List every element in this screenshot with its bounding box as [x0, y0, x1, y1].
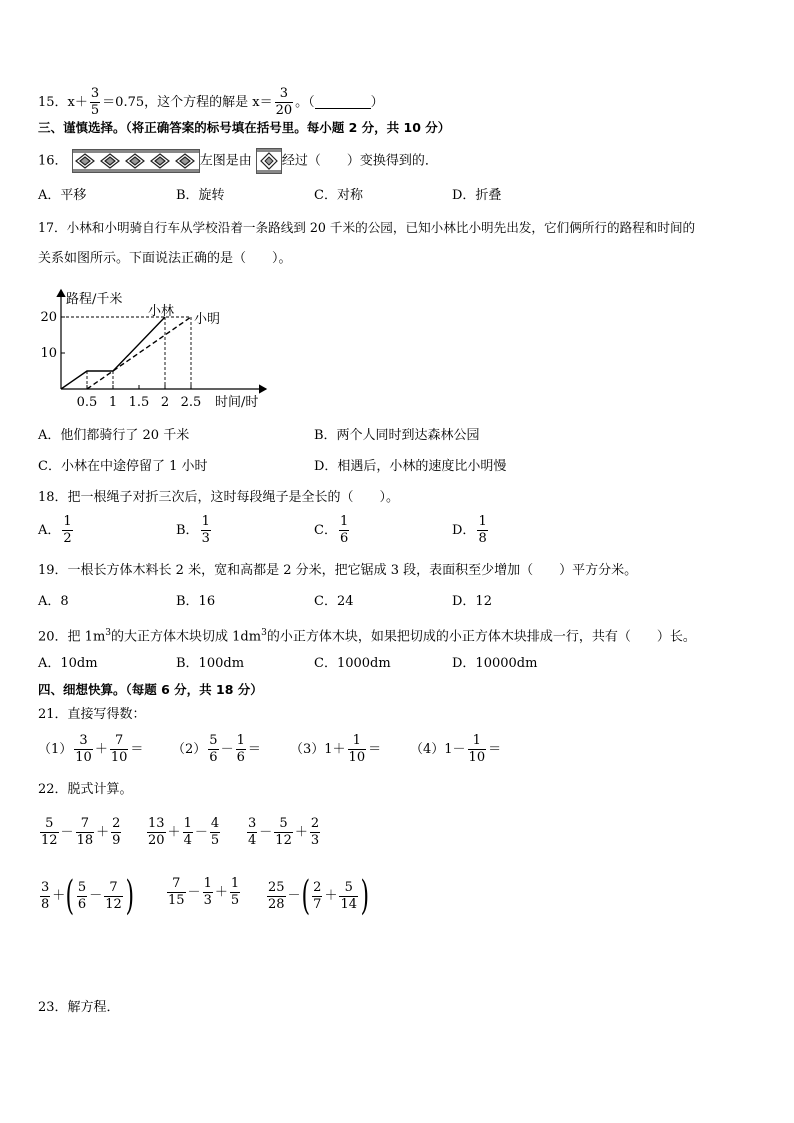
distance-time-chart: [36, 282, 276, 412]
q22-expression: [38, 873, 134, 919]
fraction: $\frac{1}{6}$: [236, 733, 245, 765]
q21-item[interactable]: （1） $\frac{3}{10}$ ＋ $\frac{7}{10}$ ＝: [38, 733, 144, 765]
operator: ＋: [324, 888, 338, 904]
q22-expression: [165, 876, 242, 909]
fraction: $\frac{5}{12}$: [41, 816, 58, 848]
option-16-b[interactable]: B．旋转: [176, 188, 225, 203]
fraction: $\frac{2}{3}$: [310, 816, 320, 848]
operator: ＝: [130, 742, 144, 757]
y-tick-label: 10: [40, 346, 57, 361]
x-tick-label: 2: [160, 395, 170, 410]
question-17-line2: 关系如图所示。下面说法正确的是（ ）。: [38, 251, 292, 266]
option-18-b[interactable]: B． $\frac{1}{3}$: [176, 514, 210, 546]
series-line-xiaoming: [87, 317, 191, 389]
question-19: 19．一根长方体木料长 2 米，宽和高都是 2 分米，把它锯成 3 段，表面积至少增加（ ）平方分米。: [38, 563, 638, 578]
option-19-a[interactable]: A．8: [38, 594, 69, 609]
operator: ＋: [94, 742, 108, 757]
fraction: $\frac{1}{4}$: [183, 816, 192, 848]
option-17-b[interactable]: B．两个人同时到达森林公园: [314, 428, 480, 443]
fraction: $\frac{5}{12}$: [275, 816, 292, 848]
section-3-title: 三、谨慎选择。（将正确答案的标号填在括号里。每小题 2 分，共 10 分）: [38, 120, 451, 135]
right-paren: ): [360, 873, 370, 919]
fraction: $\frac{13}{20}$: [148, 816, 165, 848]
x-tick-label: 1: [108, 395, 118, 410]
operator: －: [259, 825, 273, 840]
fraction: $\frac{5}{14}$: [340, 879, 358, 912]
fraction: $\frac{7}{10}$: [110, 733, 128, 765]
fraction: $\frac{5}{6}$: [77, 879, 87, 912]
left-paren: (: [301, 873, 310, 919]
fraction: $\frac{7}{18}$: [76, 816, 94, 848]
operator: ＋: [96, 825, 110, 840]
fraction: $\frac{1}{10}$: [468, 733, 486, 765]
question-15: 15．x＋ $\frac{3}{5}$ ＝0.75，这个方程的解是 x＝ $\frac{3}{20}$ 。（ ）: [38, 86, 384, 118]
q21-item[interactable]: （4）1－ $\frac{1}{10}$ ＝: [410, 733, 502, 765]
option-18-a[interactable]: A． $\frac{1}{2}$: [38, 514, 72, 546]
operator: －: [287, 888, 301, 904]
y-axis-label: 路程/千米: [66, 292, 123, 307]
question-20: 20．把 $1m^3$的大正方体木块切成 $1dm^3$的小正方体木块，如果把切成的小正方体木块排成一行，共有（ ）长。: [38, 628, 696, 645]
fraction: $\frac{1}{3}$: [203, 876, 212, 908]
x-tick-label: 0.5: [76, 395, 98, 410]
fraction: $\frac{3}{10}$: [75, 733, 92, 765]
option-16-c[interactable]: C．对称: [314, 188, 363, 203]
question-17-line1: 17．小林和小明骑自行车从学校沿着一条路线到 20 千米的公园，已知小林比小明先出发，它们俩所行的路程和时间的: [38, 220, 696, 235]
option-19-c[interactable]: C．24: [314, 594, 354, 609]
option-17-c[interactable]: C．小林在中途停留了 1 小时: [38, 459, 208, 474]
fraction: $\frac{25}{28}$: [268, 879, 285, 912]
option-19-b[interactable]: B．16: [176, 594, 216, 609]
option-20-c[interactable]: C．1000dm: [314, 656, 391, 671]
q22-expression: [145, 816, 222, 849]
option-20-b[interactable]: B．100dm: [176, 656, 245, 671]
fraction: $\frac{2}{9}$: [112, 816, 121, 848]
operator: ＝: [247, 742, 261, 757]
fraction: $\frac{2}{7}$: [313, 879, 322, 912]
fraction: $\frac{5}{6}$: [209, 733, 218, 765]
option-20-d[interactable]: D．10000dm: [452, 656, 538, 671]
option-20-a[interactable]: A．10dm: [38, 656, 98, 671]
left-paren: (: [65, 873, 75, 919]
question-23-title: 23．解方程．: [38, 1000, 120, 1015]
fraction: $\frac{7}{15}$: [168, 876, 185, 908]
operator: －: [89, 888, 103, 904]
q21-item[interactable]: （3）1＋ $\frac{1}{10}$ ＝: [290, 733, 382, 765]
pattern-strip-image: [72, 149, 200, 173]
option-16-d[interactable]: D．折叠: [452, 188, 502, 203]
series-label-xiaolin: 小林: [148, 304, 175, 319]
q22-expression: [265, 873, 370, 919]
option-18-c[interactable]: C． $\frac{1}{6}$: [314, 514, 349, 546]
operator: ＋: [167, 825, 181, 840]
question-18: 18．把一根绳子对折三次后，这时每段绳子是全长的（ ）。: [38, 490, 400, 505]
fraction: $\frac{1}{5}$: [230, 876, 240, 908]
single-diamond-image: [256, 148, 282, 174]
operator: －: [187, 885, 201, 900]
operator: －: [60, 825, 74, 840]
right-paren: ): [125, 873, 134, 919]
fraction: $\frac{3}{8}$: [41, 879, 50, 912]
operator: ＋: [294, 825, 308, 840]
question-22-title: 22．脱式计算。: [38, 782, 133, 797]
operator: ＝: [368, 742, 382, 757]
fraction: $\frac{3}{20}$: [275, 86, 293, 118]
q22-expression: [38, 816, 123, 849]
fraction: $\frac{4}{5}$: [210, 816, 220, 848]
q22-expression: [245, 816, 322, 849]
series-label-xiaoming: 小明: [194, 312, 221, 327]
fraction: $\frac{7}{12}$: [105, 879, 122, 912]
fraction: $\frac{3}{4}$: [248, 816, 257, 848]
x-axis-label: 时间/时: [215, 395, 259, 410]
question-21-title: 21．直接写得数：: [38, 707, 146, 722]
x-tick-label: 1.5: [128, 395, 150, 410]
option-19-d[interactable]: D．12: [452, 594, 492, 609]
operator: ＝: [488, 742, 502, 757]
q21-item[interactable]: （2） $\frac{5}{6}$ － $\frac{1}{6}$ ＝: [172, 733, 261, 765]
answer-blank[interactable]: [315, 96, 371, 109]
operator: ＋: [52, 888, 66, 904]
option-17-d[interactable]: D．相遇后，小林的速度比小明慢: [314, 459, 507, 474]
x-tick-label: 2.5: [180, 395, 202, 410]
y-tick-label: 20: [40, 310, 57, 325]
option-16-a[interactable]: A．平移: [38, 188, 87, 203]
section-4-title: 四、细想快算。（每题 6 分，共 18 分）: [38, 682, 263, 697]
operator: －: [194, 825, 208, 840]
fraction: $\frac{1}{10}$: [348, 733, 366, 765]
option-18-d[interactable]: D． $\frac{1}{8}$: [452, 514, 487, 546]
question-16: 16． 左图是由 经过（ ）变换得到的．: [38, 148, 438, 174]
operator: －: [220, 742, 234, 757]
operator: ＋: [214, 885, 228, 900]
option-17-a[interactable]: A．他们都骑行了 20 千米: [38, 428, 190, 443]
fraction: $\frac{3}{5}$: [90, 86, 100, 118]
